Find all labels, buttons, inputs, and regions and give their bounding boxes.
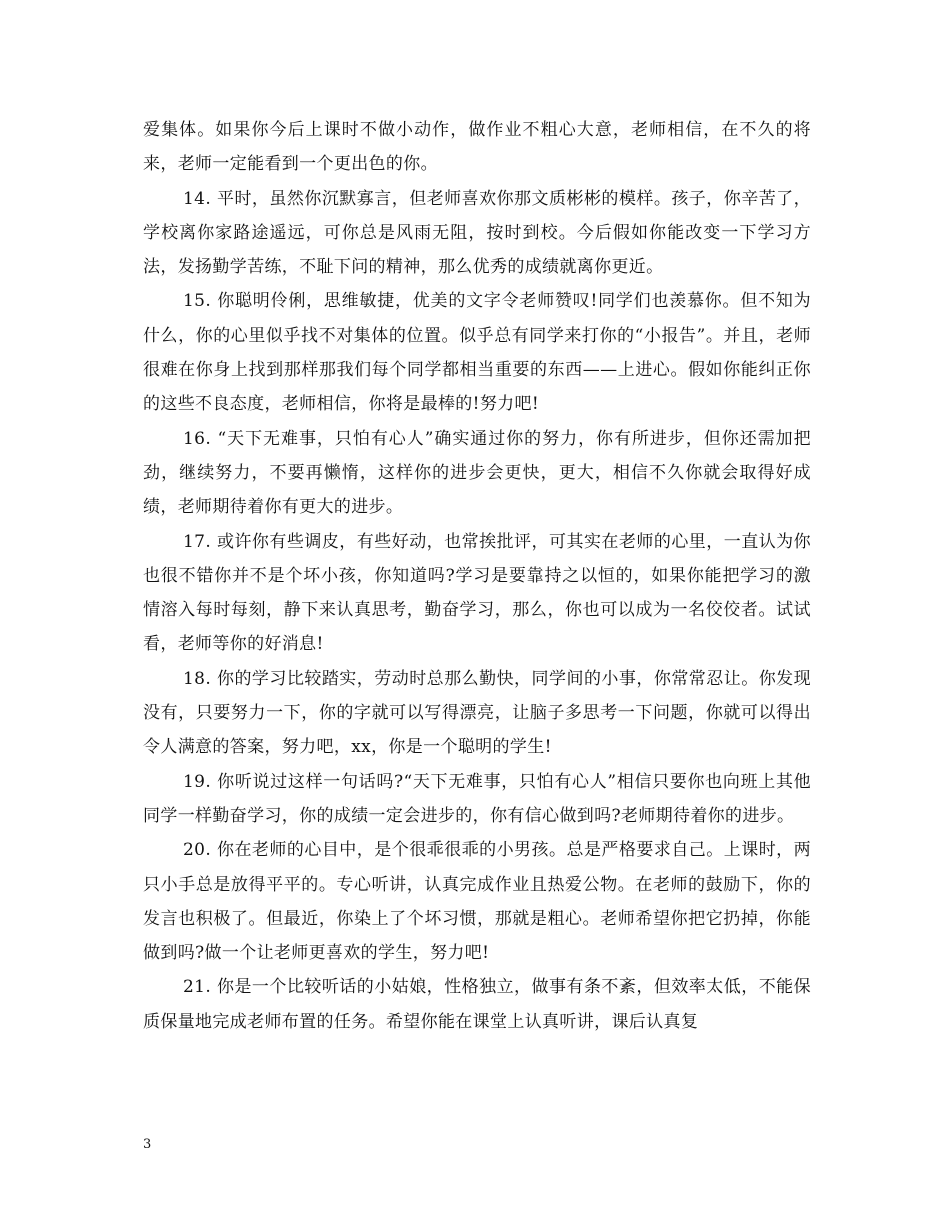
- paragraph-18: 18. 你的学习比较踏实，劳动时总那么勤快，同学间的小事，你常常忍让。你发现没有，只要努力一下，你的字就可以写得漂亮，让脑子多思考一下问题，你就可以得出令人满意的答案，努力吧，xx，你是一个聪明的学生!: [143, 668, 811, 758]
- body-text: [143, 113, 811, 1039]
- paragraph-16: 16. “天下无难事，只怕有心人”确实通过你的努力，你有所进步，但你还需加把劲，继续努力，不要再懒惰，这样你的进步会更快，更大，相信不久你就会取得好成绩，老师期待着你有更大的进步。: [143, 428, 811, 518]
- paragraph-15: 15. 你聪明伶俐，思维敏捷，优美的文字令老师赞叹!同学们也羡慕你。但不知为什么，你的心里似乎找不对集体的位置。似乎总有同学来打你的“小报告”。并且，老师很难在你身上找到那样那我们每个同学都相当重要的东西——上进心。假如你能纠正你的这些不良态度，老师相信，你将是最棒的!努力吧!: [143, 291, 811, 415]
- paragraph-14: 14. 平时，虽然你沉默寡言，但老师喜欢你那文质彬彬的模样。孩子，你辛苦了，学校离你家路途遥远，可你总是风雨无阻，按时到校。今后假如你能改变一下学习方法，发扬勤学苦练，不耻下问的精神，那么优秀的成绩就离你更近。: [143, 188, 811, 278]
- paragraph-continued: 爱集体。如果你今后上课时不做小动作，做作业不粗心大意，老师相信，在不久的将来，老师一定能看到一个更出色的你。: [143, 120, 811, 175]
- paragraph-20: 20. 你在老师的心目中，是个很乖很乖的小男孩。总是严格要求自己。上课时，两只小手总是放得平平的。专心听讲，认真完成作业且热爱公物。在老师的鼓励下，你的发言也积极了。但最近，你染上了个坏习惯，那就是粗心。老师希望你把它扔掉，你能做到吗?做一个让老师更喜欢的学生，努力吧!: [143, 840, 811, 964]
- paragraph-17: 17. 或许你有些调皮，有些好动，也常挨批评，可其实在老师的心里，一直认为你也很不错你并不是个坏小孩，你知道吗?学习是要靠持之以恒的，如果你能把学习的激情溶入每时每刻，静下来认真思考，勤奋学习，那么，你也可以成为一名佼佼者。试试看，老师等你的好消息!: [143, 531, 811, 655]
- paragraph-19: 19. 你听说过这样一句话吗?“天下无难事，只怕有心人”相信只要你也向班上其他同学一样勤奋学习，你的成绩一定会进步的，你有信心做到吗?老师期待着你的进步。: [143, 771, 811, 826]
- page-number: 3: [143, 1137, 152, 1152]
- paragraph-21: 21. 你是一个比较听话的小姑娘，性格独立，做事有条不紊，但效率太低，不能保质保量地完成老师布置的任务。希望你能在课堂上认真听讲，课后认真复: [143, 977, 811, 1032]
